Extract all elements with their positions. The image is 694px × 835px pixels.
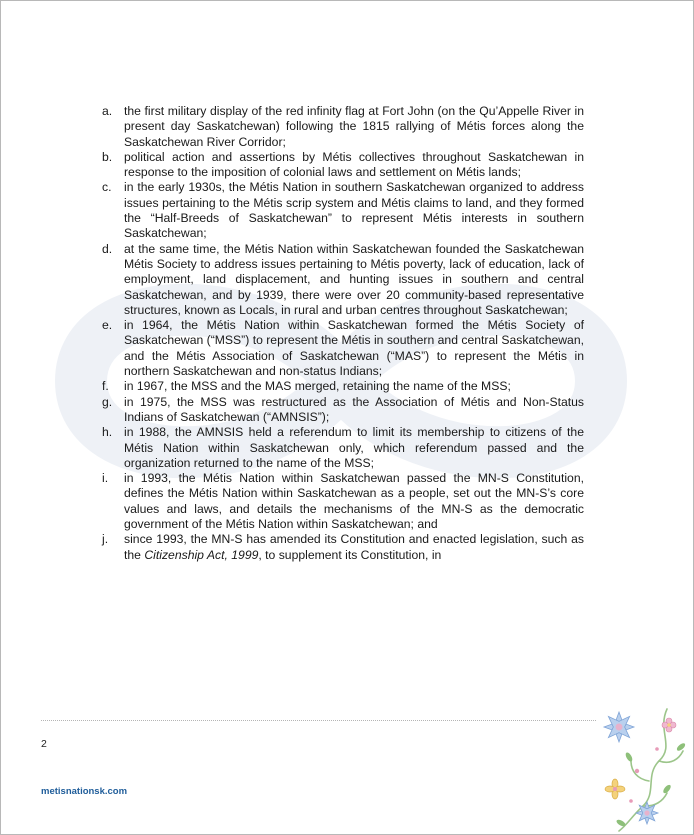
list-item-text-after: , to supplement its Constitution, in xyxy=(258,547,442,562)
list-item xyxy=(102,532,584,563)
list-item-text: in 1975, the MSS was restructured as the Association of Métis and Non-Status Indians of Saskatchewan (“AMNSIS”); xyxy=(124,394,584,424)
history-list xyxy=(102,104,584,563)
footer-divider xyxy=(41,720,596,721)
list-item-marker: g. xyxy=(102,394,113,409)
list-item xyxy=(102,318,584,379)
list-item-text: in the early 1930s, the Métis Nation in southern Saskatchewan organized to address issues pertaining to the Métis scrip system and Métis claims to land, and they formed the “Half-Breeds of Saskatchewan” to represent Métis interests in southern Saskatchewan; xyxy=(124,180,584,241)
list-item xyxy=(102,180,584,241)
list-item-text: in 1993, the Métis Nation within Saskatchewan passed the MN-S Constitution, defines the Métis Nation within Saskatchewan as a people, set out the MN-S’s core values and laws, and details the mechanisms of the MN-S as the democratic government of the Métis Nation within Saskatchewan; and xyxy=(124,471,584,532)
list-item-text: in 1988, the AMNSIS held a referendum to limit its membership to citizens of the Métis Nation within Saskatchewan only, which referendum passed and the organization returned to the name of the MSS; xyxy=(124,425,584,470)
list-item-marker: e. xyxy=(102,318,113,333)
act-title-italic: Citizenship Act, 1999 xyxy=(144,547,259,562)
footer-website-link[interactable]: metisnationsk.com xyxy=(41,786,128,797)
list-item-text: political action and assertions by Métis collectives throughout Saskatchewan in response to the imposition of colonial laws and settlement on Métis lands; xyxy=(124,149,584,180)
list-item xyxy=(102,425,584,471)
list-item-marker: h. xyxy=(102,425,113,440)
page-number: 2 xyxy=(41,738,47,750)
list-item-marker: b. xyxy=(102,149,113,164)
list-item-text: the first military display of the red infinity flag at Fort John (on the Qu’Appelle River in present day Saskatchewan) following the 1815 rallying of Métis forces along the Saskatchewan River Corridor; xyxy=(124,104,584,149)
list-item-text: in 1967, the MSS and the MAS merged, retaining the name of the MSS; xyxy=(124,379,511,394)
list-item-text xyxy=(124,532,584,561)
list-item-text: in 1964, the Métis Nation within Saskatchewan formed the Métis Society of Saskatchewan (“MSS”) to represent the Métis in southern and central Saskatchewan, and the Métis Association of Saskatchewan (“MAS”) to represent the Métis in northern Saskatchewan and non-status Indians; xyxy=(124,318,584,379)
list-item-marker: a. xyxy=(102,104,113,118)
floral-beadwork-icon xyxy=(597,701,689,833)
list-item-marker: i. xyxy=(102,471,109,486)
list-item xyxy=(102,150,584,181)
list-item xyxy=(102,104,584,150)
list-item xyxy=(102,395,584,426)
list-item-marker: c. xyxy=(102,180,112,195)
list-item-text: at the same time, the Métis Nation within Saskatchewan founded the Saskatchewan Métis Society to address issues pertaining to Métis poverty, lack of education, lack of employment, land displacement, and hunting issues in southern and central Saskatchewan, and by 1939, there were over 20 community-based representative structures, known as Locals, in rural and urban centres throughout Saskatchewan; xyxy=(124,241,584,317)
list-item xyxy=(102,471,584,532)
list-item xyxy=(102,242,584,318)
list-item-text-before: since 1993, the MN-S has amended its Constitution and enacted legislation, such as the xyxy=(124,532,584,562)
list-item-marker: d. xyxy=(102,241,113,256)
list-item-marker: f. xyxy=(102,379,109,394)
list-item-marker: j. xyxy=(102,532,109,547)
list-item xyxy=(102,379,584,394)
